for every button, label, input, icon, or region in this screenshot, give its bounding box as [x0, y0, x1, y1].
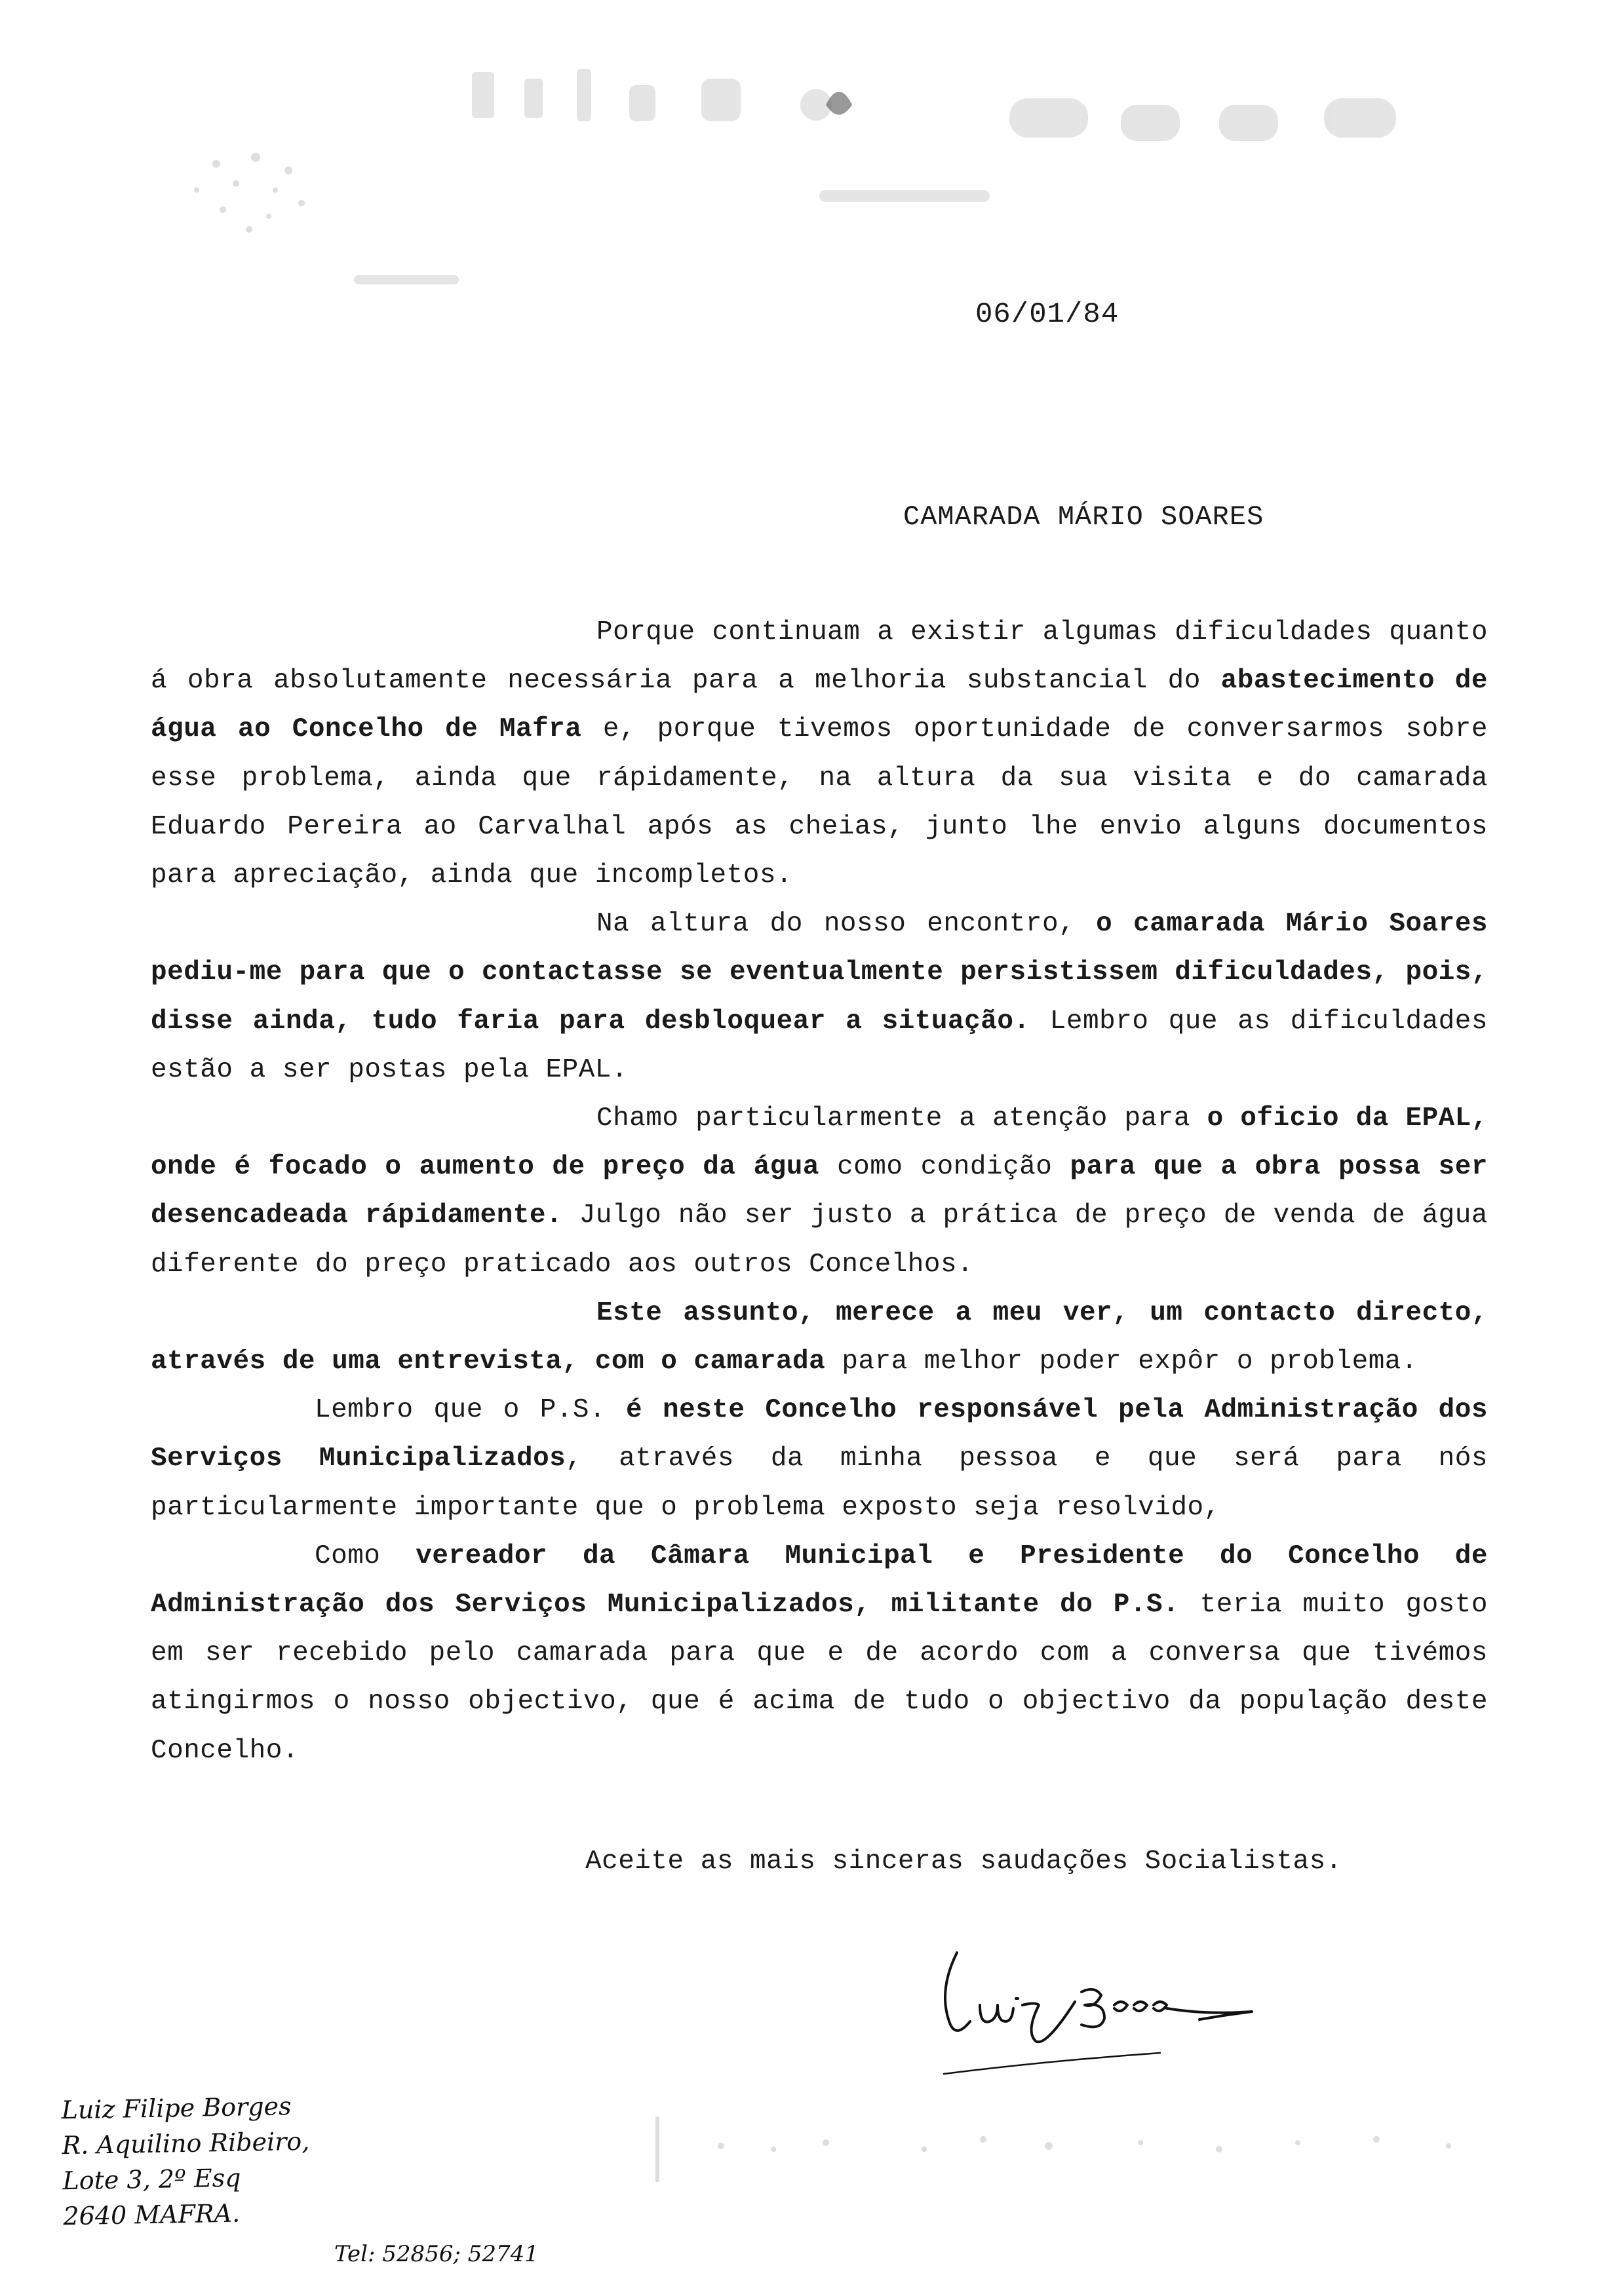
faded-letterhead — [157, 59, 1468, 334]
paragraph-1 — [151, 608, 1488, 900]
sender-postcode: 2640 MAFRA. — [63, 2198, 241, 2231]
addressee-line: CAMARADA MÁRIO SOARES — [903, 501, 1264, 533]
paragraph-2 — [151, 900, 1488, 1094]
paragraph-text: e, porque tivemos oportunidade de conversarmos sobre esse problema, ainda que rápidamente, na altura da sua visita e do camarada Eduardo Pereira ao Carvalhal após as cheias, junto lhe envio alguns documentos para apreciação, ainda que incompletos. — [151, 714, 1488, 891]
paragraph-text: para melhor poder expôr o problema. — [825, 1347, 1418, 1377]
paragraph-text: como condição — [819, 1152, 1070, 1183]
sender-lot: Lote 3, 2º Esq — [62, 2163, 241, 2196]
paragraph-4 — [151, 1289, 1488, 1386]
letter-body — [151, 608, 1488, 1775]
handwritten-signature — [918, 1933, 1285, 2090]
paragraph-text: , através da minha pessoa e que será para nós particularmente importante que o problema exposto seja resolvido, — [151, 1444, 1488, 1523]
letter-date: 06/01/84 — [975, 298, 1119, 331]
paragraph-text: Julgo não ser justo a prática de preço de venda de água diferente do preço praticado aos outros Concelhos. — [151, 1200, 1488, 1280]
paragraph-emphasis: o oficio da EPAL, onde é focado o aumento de preço da água — [151, 1103, 1488, 1183]
paragraph-text: Porque continuam a existir algumas dificuldades quanto á obra absolutamente necessária para a melhoria substancial do — [151, 617, 1488, 697]
paragraph-6 — [151, 1532, 1488, 1775]
closing-line: Aceite as mais sinceras saudações Socialistas. — [585, 1846, 1342, 1877]
paragraph-text: Na altura do nosso encontro, — [596, 909, 1097, 940]
sender-street: R. Aquilino Ribeiro, — [62, 2126, 310, 2160]
paragraph-emphasis: para que a obra possa ser desencadeada rápidamente. — [151, 1152, 1488, 1231]
paragraph-text: Como — [315, 1540, 416, 1571]
sender-name: Luiz Filipe Borges — [61, 2092, 292, 2125]
paragraph-3 — [151, 1094, 1488, 1289]
sender-address-note — [61, 2088, 311, 2234]
paragraph-text: Lembro que as dificuldades estão a ser postas pela EPAL. — [151, 1006, 1488, 1085]
paragraph-emphasis: Este assunto, merece a meu ver, um contacto directo, através de uma entrevista, com o camarada — [151, 1297, 1488, 1377]
paragraph-emphasis: vereador da Câmara Municipal e Presidente do Concelho de Administração dos Serviços Municipalizados, militante do P.S. — [151, 1540, 1488, 1620]
paragraph-text: teria muito gosto em ser recebido pelo camarada para que e de acordo com a conversa que tivémos atingirmos o nosso objectivo, que é acima de tudo o objectivo da população deste Concelho. — [151, 1590, 1488, 1766]
faded-stamp — [642, 2110, 1494, 2189]
sender-phone: Tel: 52856; 52741 — [334, 2241, 539, 2267]
paragraph-emphasis: é neste Concelho responsável pela Administração dos Serviços Municipalizados — [151, 1395, 1488, 1474]
paragraph-5 — [151, 1386, 1488, 1532]
paragraph-text: Lembro que o P.S. — [315, 1395, 626, 1426]
paragraph-emphasis: abastecimento de água ao Concelho de Mafra — [151, 666, 1488, 745]
paragraph-emphasis: o camarada Mário Soares pediu-me para que o contactasse se eventualmente persistissem dificuldades, pois, disse ainda, tudo faria para desbloquear a situação. — [151, 909, 1488, 1037]
paragraph-text: Chamo particularmente a atenção para — [596, 1103, 1207, 1134]
